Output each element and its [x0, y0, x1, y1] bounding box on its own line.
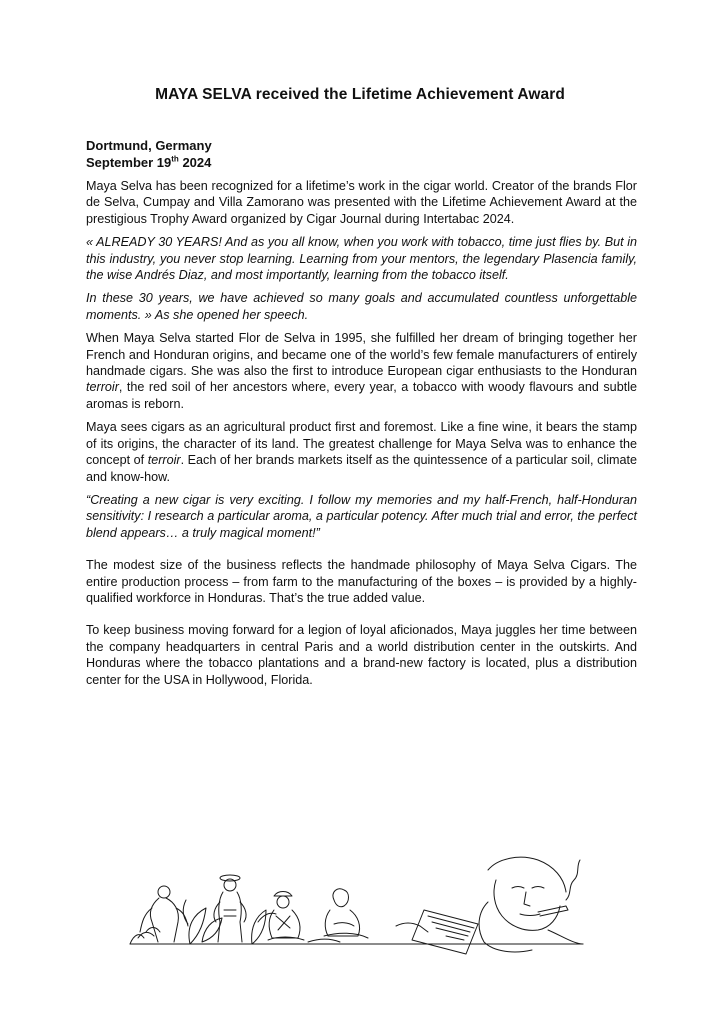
- body-paragraph: [86, 622, 637, 688]
- quote-paragraph: [86, 290, 637, 323]
- body-paragraph: [86, 419, 637, 485]
- italic-term: terroir: [147, 453, 181, 468]
- paragraph-text: , the red soil of her ancestors where, every year, a tobacco with woody flavours and subtle aromas is reborn.: [86, 380, 637, 411]
- smoker-hand-and-box: [396, 910, 478, 954]
- body-paragraph: [86, 330, 637, 412]
- worker-seated-figure: [268, 892, 304, 941]
- worker-bending-figure: [130, 886, 188, 944]
- paragraph-text: To keep business moving forward for a legion of loyal aficionados, Maya juggles her time between the company headquarters in central Paris and a world distribution center in the outskirts. And Honduras where the tobacco plantations and a brand-new factory is located, plus a distribution center for the USA in Hollywood, Florida.: [86, 623, 637, 687]
- quote-paragraph: [86, 234, 637, 283]
- quote-paragraph: [86, 492, 637, 541]
- worker-standing-figure: [214, 875, 246, 942]
- paragraph-list: [86, 178, 637, 688]
- body-paragraph: [86, 178, 637, 227]
- article-body: [86, 137, 637, 695]
- worker-sorting-figure: [308, 889, 368, 942]
- tobacco-illustration: [128, 852, 600, 957]
- paragraph-text: « ALREADY 30 YEARS! And as you all know, when you work with tobacco, time just flies by. But in this industry, you never stop learning. Learning from your mentors, the legendary Plasencia family, the wise Andrés Diaz, and most importantly, learning from the tobacco itself.: [86, 235, 637, 283]
- dateline: [86, 137, 637, 171]
- italic-term: terroir: [86, 380, 119, 395]
- paragraph-text: The modest size of the business reflects the handmade philosophy of Maya Selva Cigars. The entire production process – from farm to the manufacturing of the boxes – is provided by a highly-qualified workforce in Honduras. That’s the true added value.: [86, 558, 637, 605]
- dateline-date: September 19th 2024: [86, 154, 212, 170]
- page-title: MAYA SELVA received the Lifetime Achievement Award: [155, 86, 565, 103]
- paragraph-text: “Creating a new cigar is very exciting. I follow my memories and my half-French, half-Honduran sensitivity: I research a particular aroma, a particular potency. After much trial and error, the perfect blend appears… a truly magical moment!”: [86, 492, 637, 540]
- paragraph-text: . Each of her brands markets itself as the quintessence of a particular soil, climate and know-how.: [86, 453, 637, 484]
- body-paragraph: [86, 557, 637, 606]
- paragraph-text: Maya sees cigars as an agricultural product first and foremost. Like a fine wine, it bears the stamp of its origins, the character of its land. The greatest challenge for Maya Selva was to enhance the concept of: [86, 420, 637, 468]
- paragraph-text: Maya Selva has been recognized for a lifetime’s work in the cigar world. Creator of the brands Flor de Selva, Cumpay and Villa Zamorano was presented with the Lifetime Achievement Award at the prestigious Trophy Award organized by Cigar Journal during Intertabac 2024.: [86, 179, 637, 226]
- paragraph-text: In these 30 years, we have achieved so many goals and accumulated countless unforgettable moments. » As she opened her speech.: [86, 291, 637, 322]
- dateline-location: Dortmund, Germany: [86, 138, 212, 153]
- paragraph-text: When Maya Selva started Flor de Selva in 1995, she fulfilled her dream of bringing together her French and Honduran origins, and became one of the world’s few female manufacturers of entirely handmade cigars. She was also the first to introduce European cigar enthusiasts to the Honduran: [86, 331, 637, 379]
- smoker-face: [479, 857, 583, 952]
